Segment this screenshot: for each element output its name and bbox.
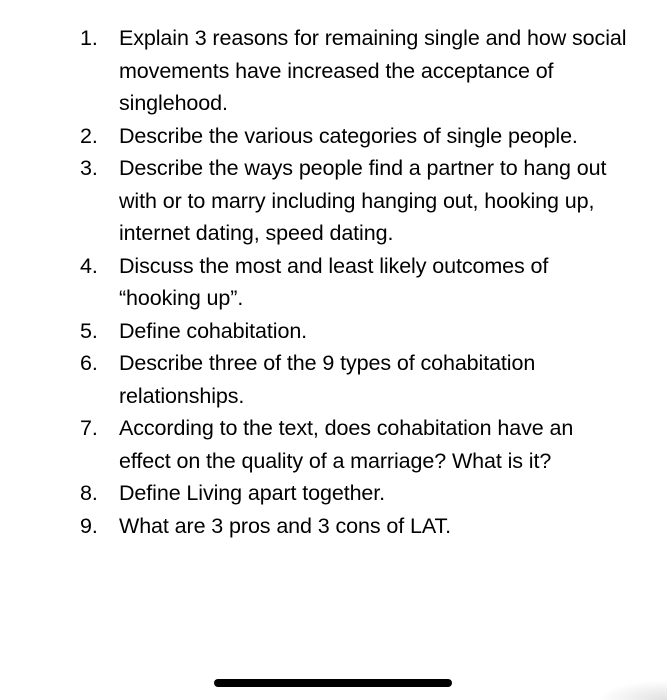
- item-number: 9.: [80, 513, 98, 538]
- item-text: Describe the various categories of single people.: [119, 123, 578, 148]
- list-item: [0, 315, 629, 348]
- home-indicator[interactable]: [214, 679, 452, 687]
- list-item: [0, 120, 629, 153]
- item-number: 6.: [80, 351, 98, 375]
- question-list: [0, 22, 667, 542]
- item-number: 3.: [80, 156, 98, 180]
- corner-shadow: [597, 680, 667, 700]
- item-number: 8.: [80, 481, 98, 505]
- list-item: [0, 22, 629, 120]
- list-item: [0, 477, 629, 510]
- item-number: 1.: [80, 26, 98, 50]
- item-number: 2.: [80, 123, 98, 148]
- list-item: [0, 412, 629, 477]
- item-text: What are 3 pros and 3 cons of LAT.: [119, 513, 452, 538]
- item-text: Explain 3 reasons for remaining single and how social movements have increased the acceptance of singlehood.: [119, 26, 627, 115]
- item-text: Define cohabitation.: [119, 318, 308, 343]
- list-item: [0, 250, 629, 315]
- list-item: [0, 347, 629, 412]
- list-item: [0, 152, 629, 250]
- item-number: 5.: [80, 318, 98, 343]
- item-text: According to the text, does cohabitation have an effect on the quality of a marriage? What is it?: [119, 416, 574, 473]
- item-text: Describe three of the 9 types of cohabitation relationships.: [119, 351, 536, 408]
- item-number: 7.: [80, 416, 98, 440]
- item-text: Describe the ways people find a partner to hang out with or to marry including hanging out, hooking up, internet dating, speed dating.: [119, 156, 607, 245]
- item-number: 4.: [80, 253, 98, 278]
- document-body: [0, 22, 667, 542]
- item-text: Discuss the most and least likely outcomes of “hooking up”.: [119, 253, 549, 310]
- item-text: Define Living apart together.: [119, 481, 386, 505]
- list-item: [0, 510, 629, 543]
